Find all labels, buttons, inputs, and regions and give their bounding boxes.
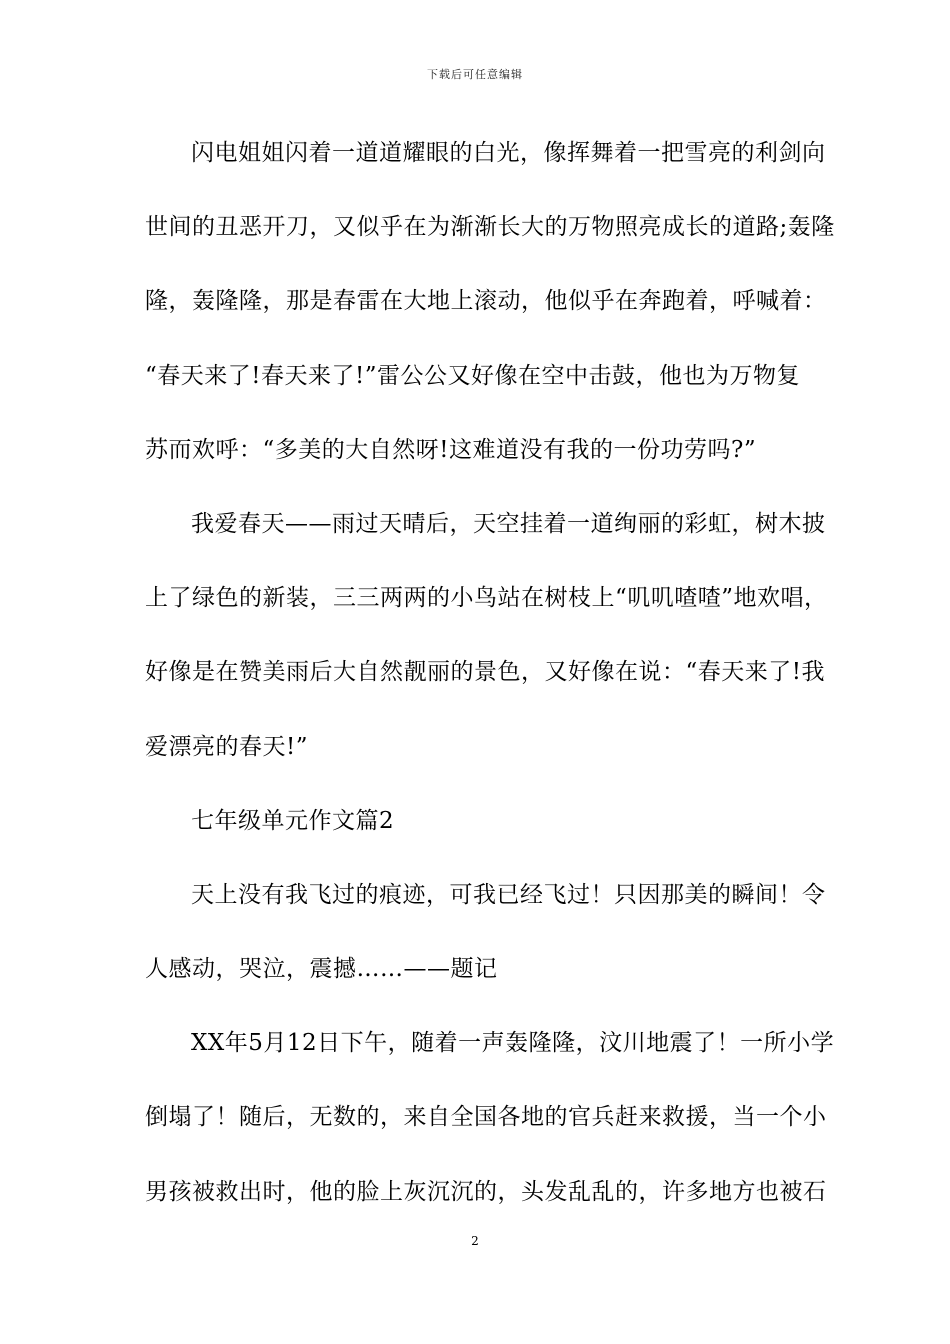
paragraph-line: 爱漂亮的春天!” [145, 733, 309, 760]
paragraph-line: 好像是在赞美雨后大自然靓丽的景色，又好像在说：“春天来了!我 [145, 659, 826, 686]
paragraph-line: “春天来了!春天来了!”雷公公又好像在空中击鼓，他也为万物复 [145, 362, 801, 389]
paragraph-line: 天上没有我飞过的痕迹，可我已经飞过！只因那美的瞬间！令 [191, 881, 826, 908]
section-heading: 七年级单元作文篇2 [191, 807, 395, 834]
document-body [145, 125, 835, 1238]
paragraph-line: XX年5月12日下午，随着一声轰隆隆，汶川地震了！一所小学 [191, 1030, 835, 1057]
paragraph-line: 苏而欢呼：“多美的大自然呀!这难道没有我的一份功劳吗?” [145, 436, 757, 463]
paragraph-line: 男孩被救出时，他的脸上灰沉沉的，头发乱乱的，许多地方也被石 [145, 1178, 827, 1205]
header-note: 下载后可任意编辑 [427, 68, 523, 81]
paragraph-line: 倒塌了！随后，无数的，来自全国各地的官兵赶来救援，当一个小 [145, 1104, 827, 1131]
paragraph-line: 我爱春天——雨过天晴后，天空挂着一道绚丽的彩虹，树木披 [191, 510, 826, 537]
paragraph-line: 隆，轰隆隆，那是春雷在大地上滚动，他似乎在奔跑着，呼喊着： [145, 288, 827, 315]
paragraph-line: 闪电姐姐闪着一道道耀眼的白光，像挥舞着一把雪亮的利剑向 [191, 140, 826, 166]
paragraph-line: 人感动，哭泣，震撼……——题记 [145, 956, 498, 983]
paragraph-line: 上了绿色的新装，三三两两的小鸟站在树枝上“叽叽喳喳”地欢唱， [145, 585, 828, 612]
paragraph-line: 世间的丑恶开刀，又似乎在为渐渐长大的万物照亮成长的道路;轰隆 [145, 214, 835, 241]
page-number: 2 [471, 1234, 479, 1248]
